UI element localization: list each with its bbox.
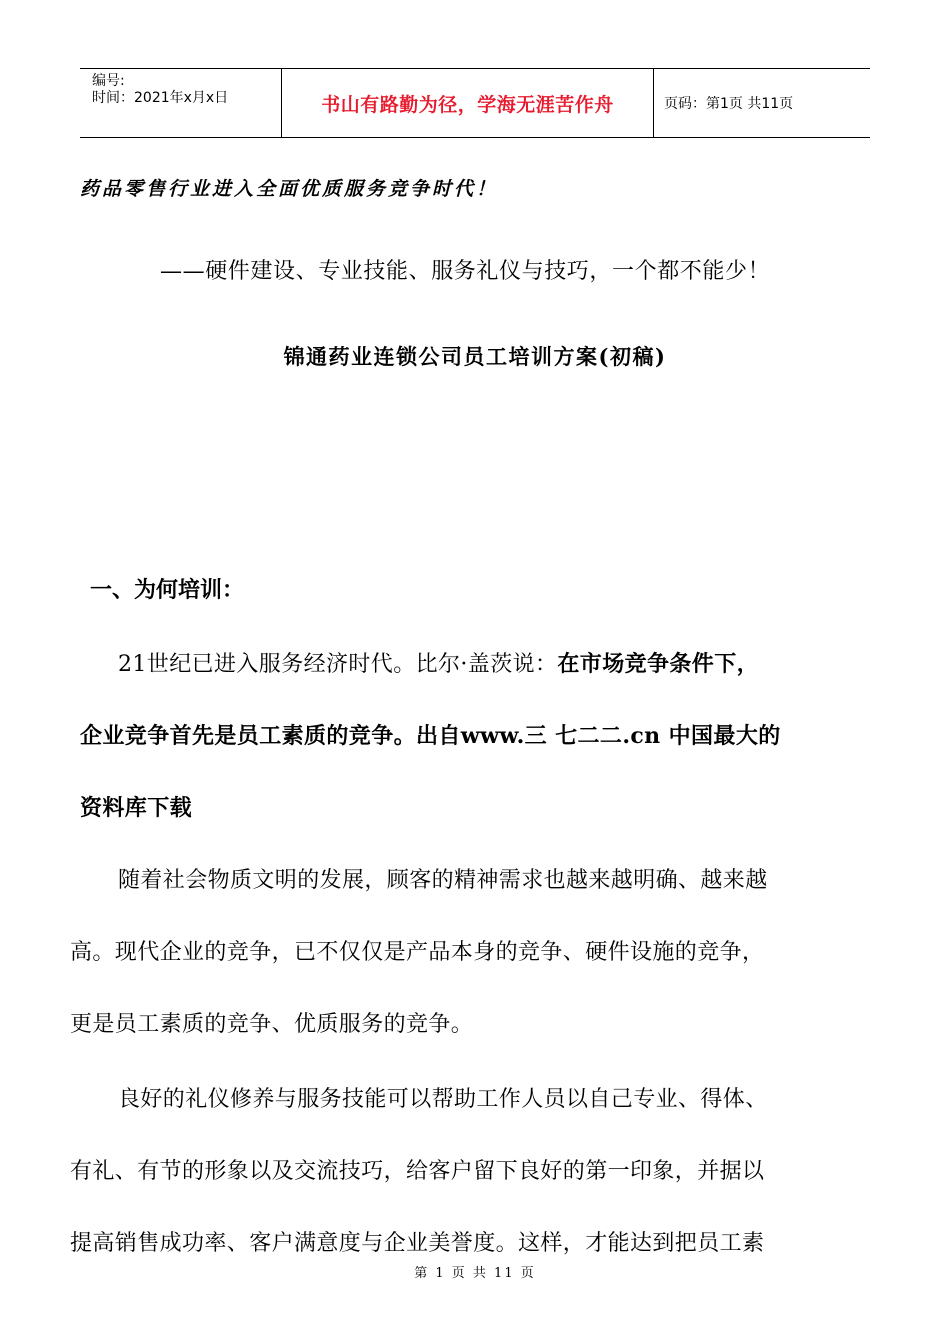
number-label: 编号: — [92, 73, 125, 89]
header-motto-cell — [281, 69, 654, 137]
para2-line2: 高。现代企业的竞争，已不仅仅是产品本身的竞争、硬件设施的竞争， — [70, 940, 765, 965]
para1-line3: 资料库下载 — [80, 795, 193, 821]
para1-line1 — [118, 647, 759, 678]
header-page-info: 页码：第1页 共11页 — [664, 96, 794, 112]
para3-line2: 有礼、有节的形象以及交流技巧，给客户留下良好的第一印象，并据以 — [70, 1159, 765, 1184]
slogan: 药品零售行业进入全面优质服务竞争时代！ — [80, 178, 499, 200]
document-header — [80, 68, 870, 138]
para2-line3: 更是员工素质的竞争、优质服务的竞争。 — [70, 1012, 474, 1037]
para1-line2: 企业竞争首先是员工素质的竞争。出自www.三 七二二.cn 中国最大的 — [80, 723, 781, 749]
section-heading-why-train: 一、为何培训： — [90, 578, 245, 603]
para3-line3: 提高销售成功率、客户满意度与企业美誉度。这样，才能达到把员工素 — [70, 1231, 765, 1256]
header-meta — [80, 69, 281, 137]
para1-line1-bold: 在市场竞争条件下， — [557, 651, 759, 677]
para2-line1: 随着社会物质文明的发展，顾客的精神需求也越来越明确、越来越 — [118, 868, 768, 893]
para1-line1-normal: 21世纪已进入服务经济时代。比尔·盖茨说： — [118, 652, 558, 677]
page-footer: 第 1 页 共 11 页 — [414, 1266, 536, 1281]
document-title: 锦通药业连锁公司员工培训方案(初稿) — [283, 344, 667, 369]
motto-text: 书山有路勤为径，学海无涯苦作舟 — [321, 93, 614, 116]
para3-line1: 良好的礼仪修养与服务技能可以帮助工作人员以自己专业、得体、 — [118, 1087, 768, 1112]
subtitle: ——硬件建设、专业技能、服务礼仪与技巧，一个都不能少！ — [160, 259, 771, 284]
time-label: 时间：2021年x月x日 — [92, 90, 229, 106]
